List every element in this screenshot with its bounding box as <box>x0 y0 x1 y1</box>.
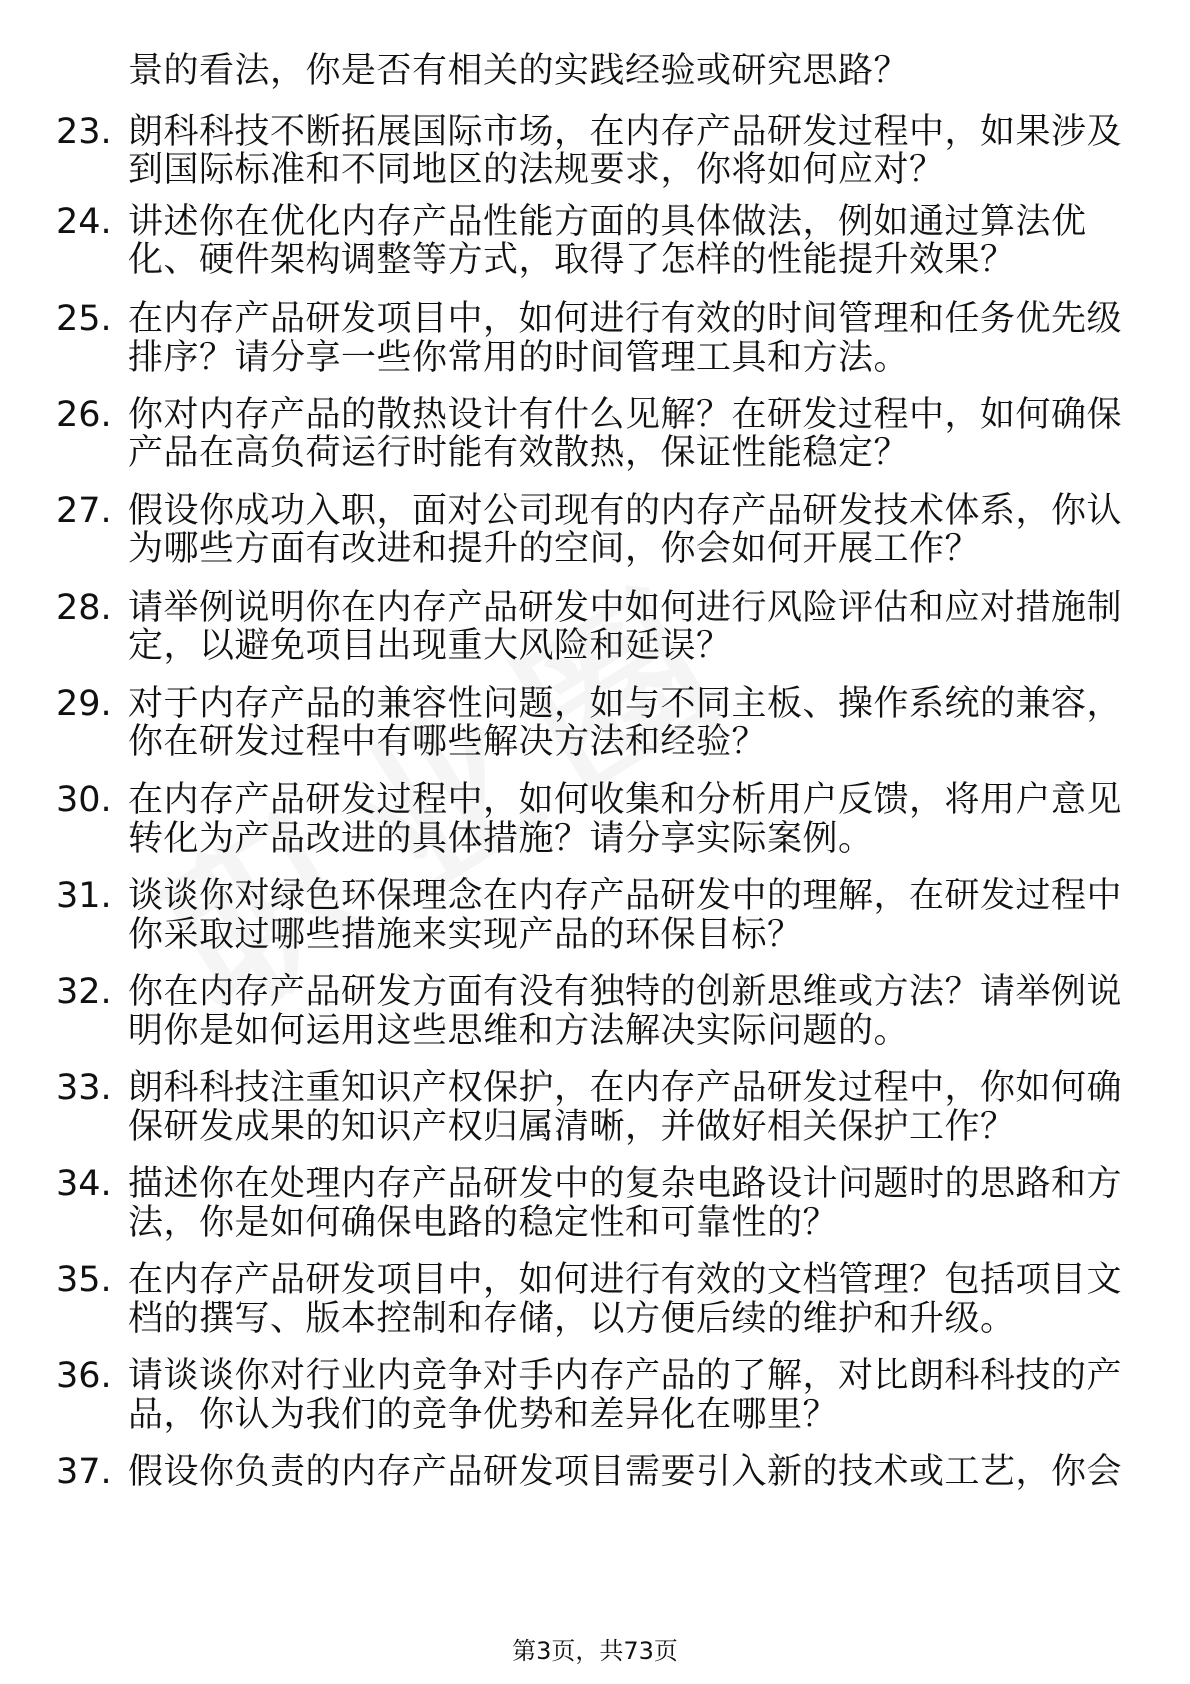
page-footer: 第3页，共73页 <box>512 1637 678 1665</box>
question-line: 定，以避免项目出现重大风险和延误？ <box>128 626 732 666</box>
question-line: 在内存产品研发项目中，如何进行有效的时间管理和任务优先级 <box>128 299 1123 339</box>
question-line: 朗科科技不断拓展国际市场，在内存产品研发过程中，如果涉及 <box>128 112 1123 152</box>
question-line: 朗科科技注重知识产权保护，在内存产品研发过程中，你如何确 <box>128 1068 1123 1108</box>
continuation-line: 景的看法，你是否有相关的实践经验或研究思路？ <box>128 51 910 91</box>
question-line: 你在研发过程中有哪些解决方法和经验？ <box>128 722 768 762</box>
question-line: 描述你在处理内存产品研发中的复杂电路设计问题时的思路和方 <box>128 1164 1123 1204</box>
question-number: 26. <box>56 395 112 435</box>
question-number: 23. <box>56 112 112 152</box>
question-line: 在内存产品研发项目中，如何进行有效的文档管理？包括项目文 <box>128 1260 1123 1300</box>
question-line: 在内存产品研发过程中，如何收集和分析用户反馈，将用户意见 <box>128 780 1123 820</box>
question-line: 到国际标准和不同地区的法规要求，你将如何应对？ <box>128 150 945 190</box>
question-line: 假设你成功入职，面对公司现有的内存产品研发技术体系，你认 <box>128 491 1123 531</box>
question-line: 假设你负责的内存产品研发项目需要引入新的技术或工艺，你会 <box>128 1452 1123 1492</box>
question-line: 你采取过哪些措施来实现产品的环保目标？ <box>128 915 803 955</box>
question-line: 谈谈你对绿色环保理念在内存产品研发中的理解，在研发过程中 <box>128 876 1123 916</box>
question-number: 30. <box>56 780 112 820</box>
question-number: 35. <box>56 1260 112 1300</box>
question-number: 29. <box>56 684 112 724</box>
question-number: 24. <box>56 202 112 242</box>
question-line: 转化为产品改进的具体措施？请分享实际案例。 <box>128 819 874 859</box>
question-line: 你对内存产品的散热设计有什么见解？在研发过程中，如何确保 <box>128 395 1123 435</box>
question-number: 25. <box>56 299 112 339</box>
question-line: 产品在高负荷运行时能有效散热，保证性能稳定？ <box>128 433 910 473</box>
question-number: 37. <box>56 1452 112 1492</box>
question-number: 31. <box>56 876 112 916</box>
question-number: 36. <box>56 1356 112 1396</box>
question-line: 请谈谈你对行业内竞争对手内存产品的了解，对比朗科科技的产 <box>128 1356 1123 1396</box>
question-line: 讲述你在优化内存产品性能方面的具体做法，例如通过算法优 <box>128 202 1087 242</box>
question-line: 保研发成果的知识产权归属清晰，并做好相关保护工作？ <box>128 1107 1016 1147</box>
question-line: 品，你认为我们的竞争优势和差异化在哪里？ <box>128 1395 839 1435</box>
question-line: 对于内存产品的兼容性问题，如与不同主板、操作系统的兼容， <box>128 684 1123 724</box>
question-line: 请举例说明你在内存产品研发中如何进行风险评估和应对措施制 <box>128 588 1123 628</box>
question-number: 33. <box>56 1068 112 1108</box>
question-line: 法，你是如何确保电路的稳定性和可靠性的？ <box>128 1203 839 1243</box>
question-number: 34. <box>56 1164 112 1204</box>
question-number: 28. <box>56 588 112 628</box>
question-line: 你在内存产品研发方面有没有独特的创新思维或方法？请举例说 <box>128 972 1123 1012</box>
question-number: 32. <box>56 972 112 1012</box>
question-line: 为哪些方面有改进和提升的空间，你会如何开展工作？ <box>128 529 981 569</box>
question-line: 排序？请分享一些你常用的时间管理工具和方法。 <box>128 338 910 378</box>
question-line: 化、硬件架构调整等方式，取得了怎样的性能提升效果？ <box>128 240 1016 280</box>
question-number: 27. <box>56 491 112 531</box>
question-line: 档的撰写、版本控制和存储，以方便后续的维护和升级。 <box>128 1299 1016 1339</box>
question-line: 明你是如何运用这些思维和方法解决实际问题的。 <box>128 1011 910 1051</box>
